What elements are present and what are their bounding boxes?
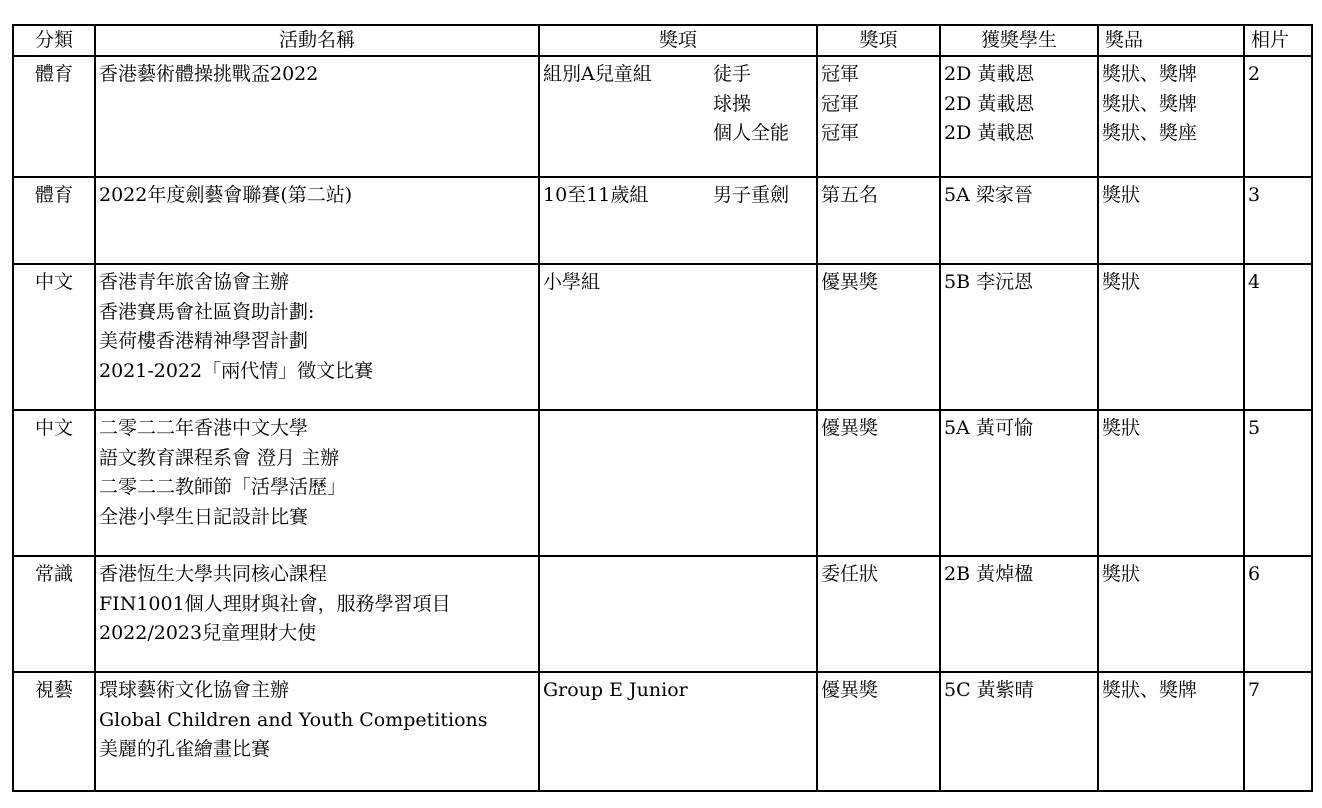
table-row (13, 556, 1312, 672)
award-group-cell (539, 177, 817, 264)
category-cell (13, 556, 95, 672)
category-text: 常識 (34, 563, 73, 585)
category-text: 中文 (34, 417, 73, 439)
header-row (13, 25, 1312, 56)
photo-cell (1244, 672, 1312, 791)
prize-cell (1098, 556, 1244, 672)
category-cell (13, 56, 95, 177)
award-events (713, 181, 789, 211)
activity-line: 美麗的孔雀繪畫比賽 (99, 738, 271, 760)
prize-cell (1098, 410, 1244, 556)
prize-cell (1098, 56, 1244, 177)
table-row (13, 410, 1312, 556)
activity-line: 環球藝術文化協會主辦 (99, 679, 290, 701)
activity-line: 2022/2023兒童理財大使 (99, 622, 317, 644)
result-cell (817, 672, 940, 791)
category-cell (13, 264, 95, 410)
activity-line: 全港小學生日記設計比賽 (99, 505, 309, 528)
header-prize: 獎品 (1098, 25, 1244, 56)
result-cell (817, 177, 940, 264)
awards-table (12, 24, 1313, 792)
prize-text: 獎狀 (1102, 563, 1141, 585)
student-cell (940, 410, 1098, 556)
award-group-text: 組別A兒童組 (543, 63, 652, 85)
photo-number: 5 (1248, 417, 1261, 439)
award-group-cell (539, 56, 817, 177)
result-cell (817, 410, 940, 556)
table-row (13, 177, 1312, 264)
student-cell (940, 177, 1098, 264)
photo-number: 2 (1248, 63, 1261, 85)
activity-line: 二零二二教師節「活學活歷」 (99, 476, 347, 498)
prize-text: 獎狀、獎牌 (1102, 63, 1198, 85)
photo-number: 4 (1248, 271, 1261, 293)
prize-text: 獎狀、獎牌 (1102, 679, 1198, 701)
activity-cell (95, 410, 539, 556)
award-group-cell (539, 672, 817, 791)
activity-cell (95, 56, 539, 177)
prize-text: 獎狀 (1102, 271, 1141, 293)
activity-line: 香港恆生大學共同核心課程 (99, 563, 328, 585)
header-category: 分類 (13, 25, 95, 56)
student-text: 5B 李沅恩 (944, 271, 1034, 293)
activity-line: 2021-2022「兩代情」徵文比賽 (99, 359, 374, 382)
result-text: 優異獎 (821, 417, 879, 439)
activity-cell (95, 264, 539, 410)
table-row (13, 672, 1312, 791)
table-row (13, 56, 1312, 177)
header-award-result: 獎項 (817, 25, 940, 56)
award-group-text: 10至11歲組 (543, 184, 649, 206)
category-cell (13, 410, 95, 556)
photo-cell (1244, 177, 1312, 264)
header-activity: 活動名稱 (95, 25, 539, 56)
result-text: 冠軍 (821, 63, 860, 85)
photo-cell (1244, 410, 1312, 556)
award-events (713, 60, 789, 149)
prize-text: 獎狀、獎牌 (1102, 92, 1198, 115)
result-text: 冠軍 (821, 122, 860, 144)
header-student: 獲獎學生 (940, 25, 1098, 56)
activity-line: 美荷樓香港精神學習計劃 (99, 330, 309, 352)
photo-cell (1244, 264, 1312, 410)
activity-cell (95, 672, 539, 791)
category-text: 體育 (34, 184, 73, 206)
award-group-cell (539, 264, 817, 410)
result-cell (817, 556, 940, 672)
prize-cell (1098, 672, 1244, 791)
activity-cell (95, 177, 539, 264)
result-cell (817, 264, 940, 410)
activity-line: FIN1001個人理財與社會，服務學習項目 (99, 592, 451, 615)
activity-line: 香港青年旅舍協會主辦 (99, 271, 290, 293)
table-row (13, 264, 1312, 410)
activity-line: 語文教育課程系會 澄月 主辦 (99, 446, 340, 469)
student-text: 2D 黃載恩 (944, 122, 1035, 144)
prize-cell (1098, 264, 1244, 410)
prize-cell (1098, 177, 1244, 264)
prize-text: 獎狀 (1102, 417, 1141, 439)
activity-line: 香港賽馬會社區資助計劃: (99, 300, 315, 323)
header-photo: 相片 (1244, 25, 1312, 56)
activity-cell (95, 556, 539, 672)
prize-text: 獎狀、獎座 (1102, 122, 1198, 144)
photo-cell (1244, 556, 1312, 672)
activity-line: 2022年度劍藝會聯賽(第二站) (99, 184, 353, 206)
prize-text: 獎狀 (1102, 184, 1141, 206)
category-text: 中文 (34, 271, 73, 293)
award-group-text: Group E Junior (543, 679, 688, 701)
student-cell (940, 264, 1098, 410)
award-event: 徒手 (713, 63, 752, 85)
award-group-text: 小學組 (543, 271, 601, 293)
activity-line: 香港藝術體操挑戰盃2022 (99, 63, 319, 85)
student-text: 2B 黃焯楹 (944, 563, 1034, 585)
student-text: 2D 黃載恩 (944, 92, 1035, 115)
activity-line: Global Children and Youth Competitions (99, 708, 488, 731)
result-text: 優異獎 (821, 271, 879, 293)
award-group-cell (539, 556, 817, 672)
category-cell (13, 177, 95, 264)
student-cell (940, 672, 1098, 791)
award-event: 球操 (713, 92, 752, 115)
category-cell (13, 672, 95, 791)
result-text: 委任狀 (821, 563, 879, 585)
result-text: 第五名 (821, 184, 879, 206)
photo-number: 3 (1248, 184, 1261, 206)
result-text: 優異獎 (821, 679, 879, 701)
student-text: 5C 黃紫晴 (944, 679, 1034, 701)
photo-number: 6 (1248, 563, 1261, 585)
student-cell (940, 556, 1098, 672)
student-text: 5A 黃可愉 (944, 417, 1033, 439)
category-text: 體育 (34, 63, 73, 85)
award-group-cell (539, 410, 817, 556)
result-text: 冠軍 (821, 92, 860, 115)
award-event: 男子重劍 (713, 184, 790, 206)
result-cell (817, 56, 940, 177)
header-award-group: 獎項 (539, 25, 817, 56)
photo-number: 7 (1248, 679, 1261, 701)
student-text: 2D 黃載恩 (944, 63, 1035, 85)
award-event: 個人全能 (713, 122, 790, 144)
photo-cell (1244, 56, 1312, 177)
activity-line: 二零二二年香港中文大學 (99, 417, 309, 439)
awards-sheet (12, 24, 1313, 792)
student-text: 5A 梁家晉 (944, 184, 1033, 206)
category-text: 視藝 (34, 679, 73, 701)
student-cell (940, 56, 1098, 177)
